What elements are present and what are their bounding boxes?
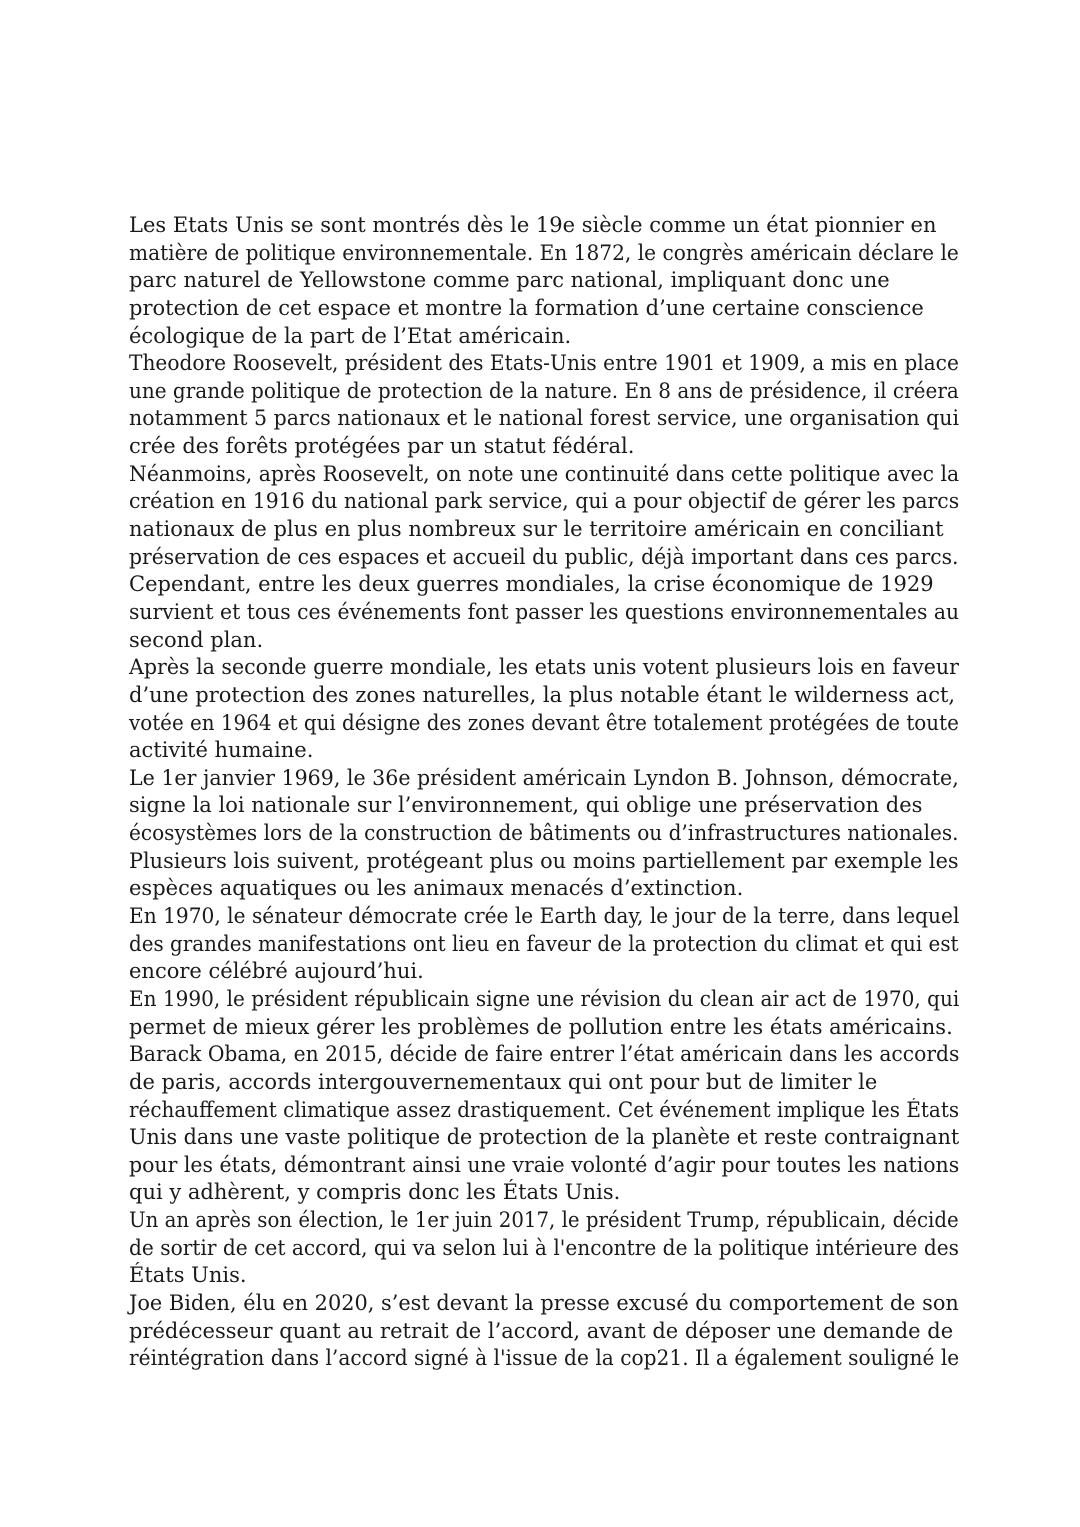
document-body	[129, 212, 959, 1373]
text-line: En 1970, le sénateur démocrate crée le Earth day, le jour de la terre, dans lequel	[129, 904, 960, 929]
text-line: Barack Obama, en 2015, décide de faire entrer l’état américain dans les accords	[129, 1042, 960, 1067]
text-line: une grande politique de protection de la nature. En 8 ans de présidence, il créera	[129, 378, 959, 403]
text-line: activité humaine.	[129, 738, 314, 763]
text-line: protection de cet espace et montre la formation d’une certaine conscience	[129, 295, 924, 320]
text-line: espèces aquatiques ou les animaux menacés d’extinction.	[129, 876, 744, 901]
text-line: Les Etats Unis se sont montrés dès le 19e siècle comme un état pionnier en	[129, 213, 937, 237]
text-line: crée des forêts protégées par un statut fédéral.	[129, 434, 635, 459]
text-line: Cependant, entre les deux guerres mondiales, la crise économique de 1929	[129, 572, 934, 597]
text-line: États Unis.	[129, 1263, 247, 1288]
text-line: Joe Biden, élu en 2020, s’est devant la presse excusé du comportement de son	[129, 1290, 959, 1315]
text-line: survient et tous ces événements font passer les questions environnementales au	[129, 599, 960, 624]
text-line: matière de politique environnementale. En 1872, le congrès américain déclare le	[129, 240, 959, 265]
text-line: réchauffement climatique assez drastiquement. Cet événement implique les États	[129, 1097, 960, 1122]
text-line: création en 1916 du national park service, qui a pour objectif de gérer les parcs	[129, 489, 960, 514]
text-line: encore célébré aujourd’hui.	[129, 959, 424, 984]
text-line: Plusieurs lois suivent, protégeant plus ou moins partiellement par exemple les	[129, 848, 959, 873]
text-line: Le 1er janvier 1969, le 36e président américain Lyndon B. Johnson, démocrate,	[129, 765, 959, 790]
text-line: permet de mieux gérer les problèmes de pollution entre les états américains.	[129, 1014, 953, 1039]
text-line: pour les états, démontrant ainsi une vraie volonté d’agir pour toutes les nations	[129, 1152, 960, 1177]
text-line: d’une protection des zones naturelles, la plus notable étant le wilderness act,	[129, 682, 956, 707]
text-line: écologique de la part de l’Etat américain.	[129, 323, 572, 348]
text-line: votée en 1964 et qui désigne des zones devant être totalement protégées de toute	[129, 710, 959, 735]
text-line: nationaux de plus en plus nombreux sur le territoire américain en conciliant	[129, 517, 944, 542]
text-line: qui y adhèrent, y compris donc les États Unis.	[129, 1180, 621, 1205]
text-line: signe la loi nationale sur l’environnement, qui oblige une préservation des	[129, 793, 923, 818]
text-line: écosystèmes lors de la construction de bâtiments ou d’infrastructures nationales.	[129, 821, 959, 846]
text-line: de paris, accords intergouvernementaux qui ont pour but de limiter le	[129, 1069, 878, 1094]
text-line: Néanmoins, après Roosevelt, on note une continuité dans cette politique avec la	[129, 461, 960, 486]
text-line: notamment 5 parcs nationaux et le national forest service, une organisation qui	[129, 406, 960, 431]
text-line: Un an après son élection, le 1er juin 2017, le président Trump, républicain, décide	[129, 1208, 959, 1233]
text-line: En 1990, le président républicain signe une révision du clean air act de 1970, qui	[129, 986, 960, 1011]
text-line: de sortir de cet accord, qui va selon lui à l'encontre de la politique intérieure des	[129, 1235, 959, 1260]
text-line: des grandes manifestations ont lieu en faveur de la protection du climat et qui est	[129, 931, 959, 956]
text-line: second plan.	[129, 627, 264, 652]
text-line: réintégration dans l’accord signé à l'issue de la cop21. Il a également souligné le	[129, 1346, 960, 1371]
text-line: prédécesseur quant au retrait de l’accord, avant de déposer une demande de	[129, 1318, 954, 1343]
text-line: préservation de ces espaces et accueil du public, déjà important dans ces parcs.	[129, 544, 959, 569]
text-line: parc naturel de Yellowstone comme parc national, impliquant donc une	[129, 268, 890, 293]
text-line: Theodore Roosevelt, président des Etats-Unis entre 1901 et 1909, a mis en place	[129, 351, 959, 376]
text-line: Après la seconde guerre mondiale, les etats unis votent plusieurs lois en faveur	[129, 655, 960, 680]
text-line: Unis dans une vaste politique de protection de la planète et reste contraignant	[129, 1125, 960, 1150]
